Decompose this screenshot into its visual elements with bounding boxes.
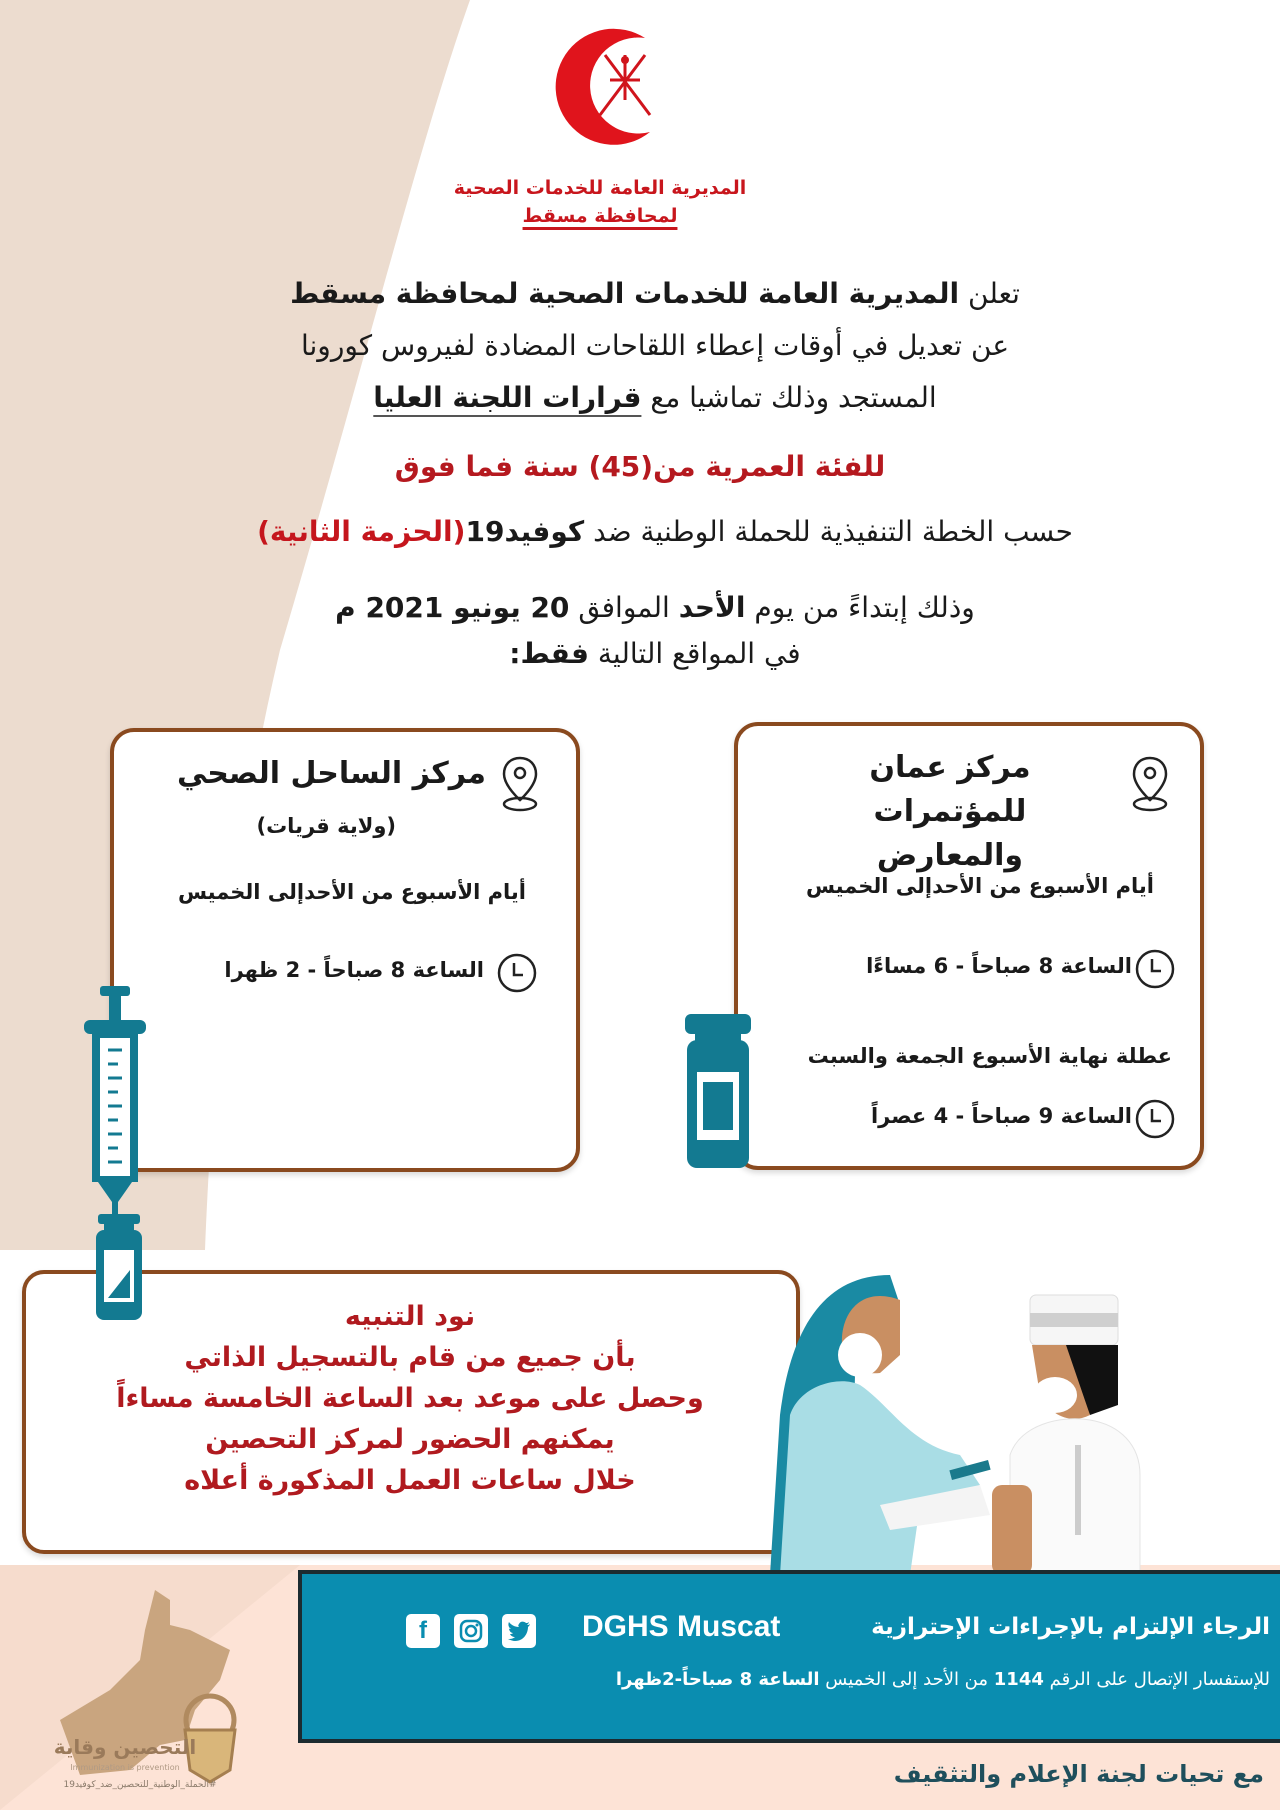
credit-line: مع تحيات لجنة الإعلام والتثقيف: [893, 1760, 1264, 1788]
center-days: أيام الأسبوع من الأحدإلى الخميس: [805, 874, 1154, 898]
start-date: [240, 585, 1070, 677]
intro-line-1: تعلن المديرية العامة للخدمات الصحية لمحافظة مسقط: [290, 277, 1020, 310]
clock-icon: [1134, 948, 1176, 990]
campaign-plan: حسب الخطة التنفيذية للحملة الوطنية ضد كوفيد19(الحزمة الثانية): [257, 515, 1073, 548]
locations-line: في المواقع التالية فقط:: [509, 637, 801, 670]
social-handle[interactable]: DGHS Muscat: [582, 1610, 781, 1643]
announcement-intro: [180, 268, 1130, 424]
precautions-text: الرجاء الإلتزام بالإجراءات الإحترازية: [871, 1614, 1270, 1640]
campaign-subtitle: Immunization is prevention: [70, 1763, 180, 1772]
center-card-al-sahil: [110, 728, 580, 1172]
center-weekend-hours: الساعة 9 صباحاً - 4 عصراً: [870, 1104, 1132, 1128]
clock-icon: [1134, 1098, 1176, 1140]
syringe-illustration: [78, 980, 148, 1220]
center-hours: الساعة 8 صباحاً - 2 ظهرا: [224, 958, 484, 982]
facebook-icon[interactable]: f: [406, 1614, 440, 1648]
logo-caption-line1: المديرية العامة للخدمات الصحية: [453, 177, 747, 199]
center-title: مركز الساحل الصحي: [176, 756, 486, 791]
location-pin-icon: [500, 754, 540, 816]
clock-icon: [496, 952, 538, 994]
twitter-icon[interactable]: [502, 1614, 536, 1648]
campaign-title: التحصين وقاية: [53, 1735, 197, 1759]
notice-line-5: خلال ساعات العمل المذكورة أعلاه: [184, 1465, 636, 1496]
vial-icon: [683, 1010, 753, 1170]
logo-caption-line2: لمحافظة مسقط: [522, 205, 678, 227]
notice-text: [60, 1296, 760, 1501]
center-weekend: عطلة نهاية الأسبوع الجمعة والسبت: [807, 1044, 1172, 1068]
center-days: أيام الأسبوع من الأحدإلى الخميس: [177, 880, 526, 904]
center-card-oman-convention: [734, 722, 1204, 1170]
start-date-line: وذلك إبتداءً من يوم الأحد الموافق 20 يونيو 2021 م: [335, 591, 975, 624]
notice-line-1: نود التنبيه: [344, 1301, 476, 1332]
center-title: مركز عمان للمؤتمرات والمعارض: [869, 750, 1031, 873]
logo-caption: [420, 174, 780, 230]
inquiry-text: للإستفسار الإتصال على الرقم 1144 من الأحد إلى الخميس الساعة 8 صباحاً-2ظهرا: [615, 1669, 1270, 1690]
location-pin-icon: [1130, 754, 1170, 816]
contact-banner: [298, 1570, 1280, 1743]
nurse-body: [780, 1381, 980, 1575]
intro-line-3: المستجد وذلك تماشيا مع قرارات اللجنة العليا: [373, 381, 937, 414]
center-subtitle: (ولاية قريات): [256, 814, 396, 838]
dghs-logo-emblem: [550, 20, 680, 150]
notice-line-4: يمكنهم الحضور لمركز التحصين: [205, 1424, 615, 1455]
notice-line-3: وحصل على موعد بعد الساعة الخامسة مساءاً: [116, 1383, 704, 1414]
age-group: للفئة العمرية من(45) سنة فما فوق: [394, 450, 886, 483]
center-hours: الساعة 8 صباحاً - 6 مساءًا: [866, 954, 1132, 978]
campaign-hashtag: #الحملة_الوطنية_للتحصين_ضد_كوفيد19: [63, 1780, 217, 1790]
instagram-icon[interactable]: [454, 1614, 488, 1648]
intro-line-2: عن تعديل في أوقات إعطاء اللقاحات المضادة لفيروس كورونا: [300, 329, 1010, 362]
notice-line-2: بأن جميع من قام بالتسجيل الذاتي: [184, 1342, 636, 1373]
vaccination-illustration: [760, 1255, 1160, 1575]
